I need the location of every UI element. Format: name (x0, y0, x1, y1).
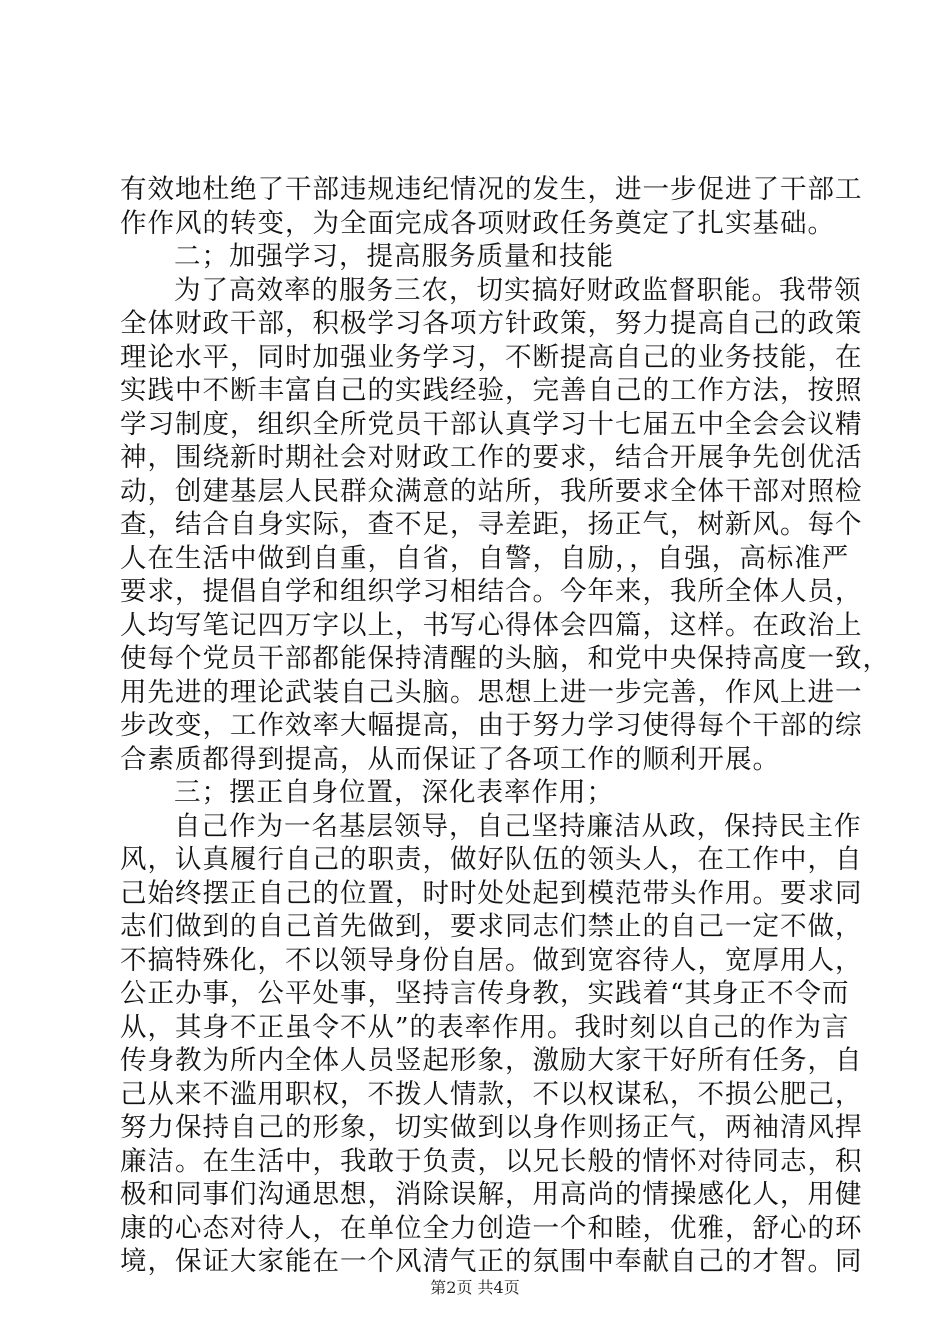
text-line: 人均写笔记四万字以上，书写心得体会四篇，这样。在政治上 (120, 609, 863, 641)
text-line: 全体财政干部，积极学习各项方针政策，努力提高自己的政策 (120, 308, 863, 339)
text-line: 神，围绕新时期社会对财政工作的要求，结合开展争先创优活 (120, 442, 863, 473)
paragraph-start-line: 自己作为一名基层领导，自己坚持廉洁从政，保持民主作 (174, 810, 862, 842)
text-line: 廉洁。在生活中，我敢于负责，以兄长般的情怀对待同志，积 (120, 1145, 863, 1177)
text-line: 动，创建基层人民群众满意的站所，我所要求全体干部对照检 (120, 475, 863, 507)
text-line: 努力保持自己的形象，切实做到以身作则扬正气，两袖清风捍 (120, 1112, 863, 1143)
text-line: 查，结合自身实际，查不足，寻差距，扬正气，树新风。每个 (120, 509, 863, 540)
text-line: 用先进的理论武装自己头脑。思想上进一步完善，作风上进一 (120, 676, 863, 708)
text-line: 己始终摆正自己的位置，时时处处起到模范带头作用。要求同 (120, 877, 863, 909)
text-line: 极和同事们沟通思想，消除误解，用高尚的情操感化人，用健 (120, 1179, 863, 1210)
text-line: 康的心态对待人，在单位全力创造一个和睦，优雅，舒心的环 (120, 1212, 863, 1244)
text-line: 人在生活中做到自重，自省，自警，自励，，自强，高标准严 (120, 542, 850, 574)
text-line: 使每个党员干部都能保持清醒的头脑，和党中央保持高度一致， (120, 643, 890, 674)
text-line: 风，认真履行自己的职责，做好队伍的领头人，在工作中，自 (120, 844, 863, 875)
text-line: 境，保证大家能在一个风清气正的氛围中奉献自己的才智。同 (120, 1246, 863, 1277)
text-line: 要求，提倡自学和组织学习相结合。今年来，我所全体人员， (120, 576, 863, 607)
text-line: 志们做到的自己首先做到，要求同志们禁止的自己一定不做， (120, 911, 863, 942)
text-line: 传身教为所内全体人员竖起形象，激励大家干好所有任务，自 (120, 1045, 863, 1076)
text-line: 合素质都得到提高，从而保证了各项工作的顺利开展。 (120, 743, 780, 775)
text-line: 公正办事，公平处事，坚持言传身教，实践着“其身正不令而 (120, 978, 850, 1009)
paragraph-start-line: 三；摆正自身位置，深化表率作用； (174, 777, 614, 808)
page-footer: 第2页 共4页 (430, 1278, 520, 1297)
text-line: 不搞特殊化，不以领导身份自居。做到宽容待人，宽厚用人， (120, 944, 863, 976)
text-line: 步改变，工作效率大幅提高，由于努力学习使得每个干部的综 (120, 710, 863, 741)
text-line: 理论水平，同时加强业务学习，不断提高自己的业务技能，在 (120, 341, 863, 373)
paragraph-start-line: 二；加强学习，提高服务质量和技能 (174, 241, 614, 272)
text-line: 有效地杜绝了干部违规违纪情况的发生，进一步促进了干部工 (120, 174, 863, 205)
text-line: 实践中不断丰富自己的实践经验，完善自己的工作方法，按照 (120, 375, 863, 406)
text-line: 作作风的转变，为全面完成各项财政任务奠定了扎实基础。 (120, 207, 835, 239)
text-line: 从，其身不正虽令不从”的表率作用。我时刻以自己的作为言 (120, 1011, 850, 1043)
paragraph-start-line: 为了高效率的服务三农，切实搞好财政监督职能。我带领 (174, 274, 862, 306)
text-line: 学习制度，组织全所党员干部认真学习十七届五中全会会议精 (120, 408, 863, 440)
text-line: 己从来不滥用职权，不拨人情款，不以权谋私，不损公肥己， (120, 1078, 863, 1110)
